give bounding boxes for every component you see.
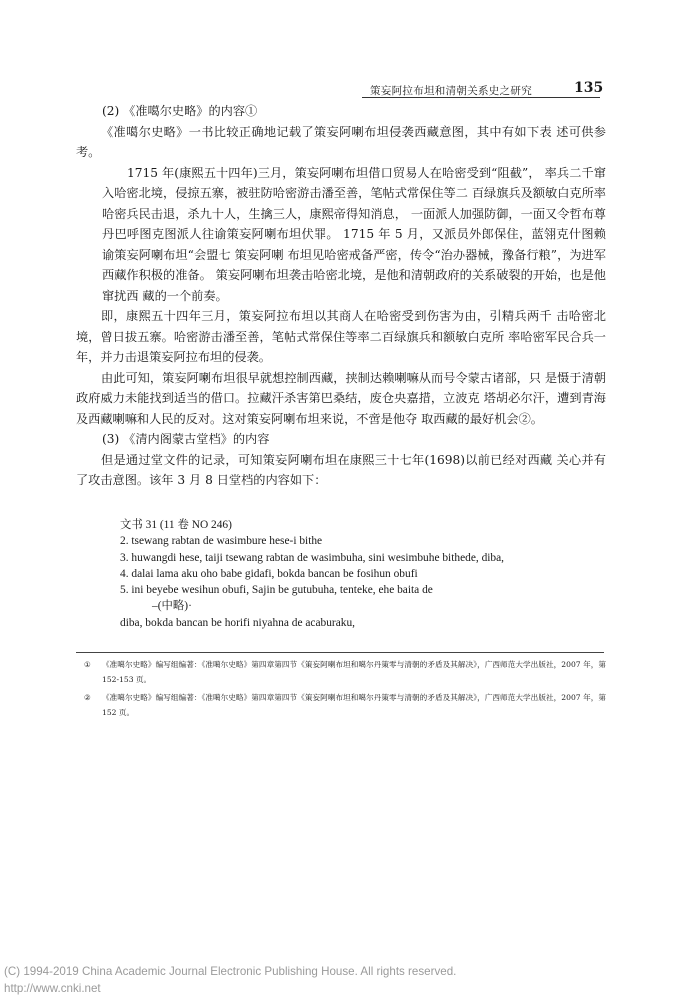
- copyright-watermark: [4, 963, 524, 997]
- footnote-marker: ②: [84, 693, 91, 702]
- running-title: 策妄阿拉布坦和清朝关系史之研究: [370, 85, 532, 97]
- body-text: [76, 101, 606, 491]
- transcription-line: 2. tsewang rabtan de wasimbure hese-i bithe: [120, 535, 323, 548]
- footnote-1: [76, 658, 606, 687]
- document-reference: 文书 31 (11 卷 NO 246): [120, 519, 232, 531]
- footnotes: [76, 658, 606, 724]
- transcription-line: 3. huwangdi hese, taiji tsewang rabtan de wasimbuha, sini wesimbuhe bithede, diba,: [120, 551, 505, 564]
- footnote-2: [76, 691, 606, 720]
- block-quote: 1715 年(康熙五十四年)三月，策妄阿喇布坦借口贸易人在哈密受到“阻截”， 率兵二千窜入哈密北境，侵掠五寨，被驻防哈密游击潘至善，笔帖式常保住等二 百绿旗兵及额敏白克所率哈密兵民击退，杀九十人，生擒三人，康熙帝得知消息， 一面派人加强防御，一面又令哲布尊丹巴呼图克图派人往谕策妄阿喇布坦伏罪。 1715 年 5 月，又派员外郎保住，蓝翎克什图赖谕策妄阿喇布坦“会盟七 策妄阿喇 布坦见哈密戒备严密，传令“治办器械，豫备行粮”，为进军西藏作积极的准备。 策妄阿喇布坦袭击哈密北境，是他和清朝政府的关系破裂的开始，也是他窜扰西 藏的一个前奏。: [102, 165, 606, 303]
- manchu-transcription: [120, 517, 600, 631]
- omission-marker: –(中略)·: [152, 600, 192, 613]
- page-number: 135: [574, 80, 604, 96]
- footnote-text: 《准噶尔史略》编写组编著：《准噶尔史略》第四章第四节《策妄阿喇布坦和噶尔丹策零与清朝的矛盾及其解决》，广西师范大学出版社，2007 年，第 152-153 页。: [102, 660, 606, 684]
- paragraph-analysis: 由此可知，策妄阿喇布坦很早就想控制西藏，挟制达赖喇嘛从而号令蒙古诸部，只 是慑于清朝政府威力未能找到适当的借口。拉藏汗杀害第巴桑结，废仓央嘉措，立波克 塔胡必尔汗，遭到青海及西藏喇嘛和人民的反对。这对策妄阿喇布坦来说，不啻是他夺 取西藏的最好机会②。: [76, 370, 606, 426]
- section-heading-2: (2) 《准噶尔史略》的内容①: [102, 104, 258, 118]
- footnote-rule: [76, 652, 604, 653]
- header-rule: [362, 97, 600, 98]
- website-link[interactable]: http://www.cnki.net: [4, 982, 101, 995]
- paragraph-archive: 但是通过堂文件的记录，可知策妄阿喇布坦在康熙三十七年(1698)以前已经对西藏 关心并有了攻击意图。该年 3 月 8 日堂档的内容如下：: [76, 452, 606, 487]
- transcription-line: 4. dalai lama aku oho babe gidafi, bokda bancan be fosihun obufi: [120, 567, 418, 580]
- section-heading-3: (3) 《清内阁蒙古堂档》的内容: [102, 432, 270, 446]
- transcription-line: diba, bokda bancan be horifi niyahna de acaburaku,: [120, 616, 355, 629]
- footnote-marker: ①: [84, 660, 91, 669]
- copyright-line: (C) 1994-2019 China Academic Journal Electronic Publishing House. All rights reserved.: [4, 965, 457, 978]
- paragraph-summary: 即，康熙五十四年三月，策妄阿拉布坦以其商人在哈密受到伤害为由，引精兵两千 击哈密北境，曾日拔五寨。哈密游击潘至善，笔帖式常保住等率二百绿旗兵和额敏白克所 率哈密军民合兵一年，并力击退策妄阿拉布坦的侵袭。: [76, 309, 606, 364]
- footnote-text: 《准噶尔史略》编写组编著：《准噶尔史略》第四章第四节《策妄阿喇布坦和噶尔丹策零与清朝的矛盾及其解决》，广西师范大学出版社，2007 年，第 152 页。: [102, 693, 606, 717]
- transcription-line: 5. ini beyebe wesihun obufi, Sajin be gutubuha, tenteke, ehe baita de: [120, 584, 433, 597]
- paragraph-intro: 《准噶尔史略》一书比较正确地记载了策妄阿喇布坦侵袭西藏意图，其中有如下表 述可供参考。: [76, 124, 606, 159]
